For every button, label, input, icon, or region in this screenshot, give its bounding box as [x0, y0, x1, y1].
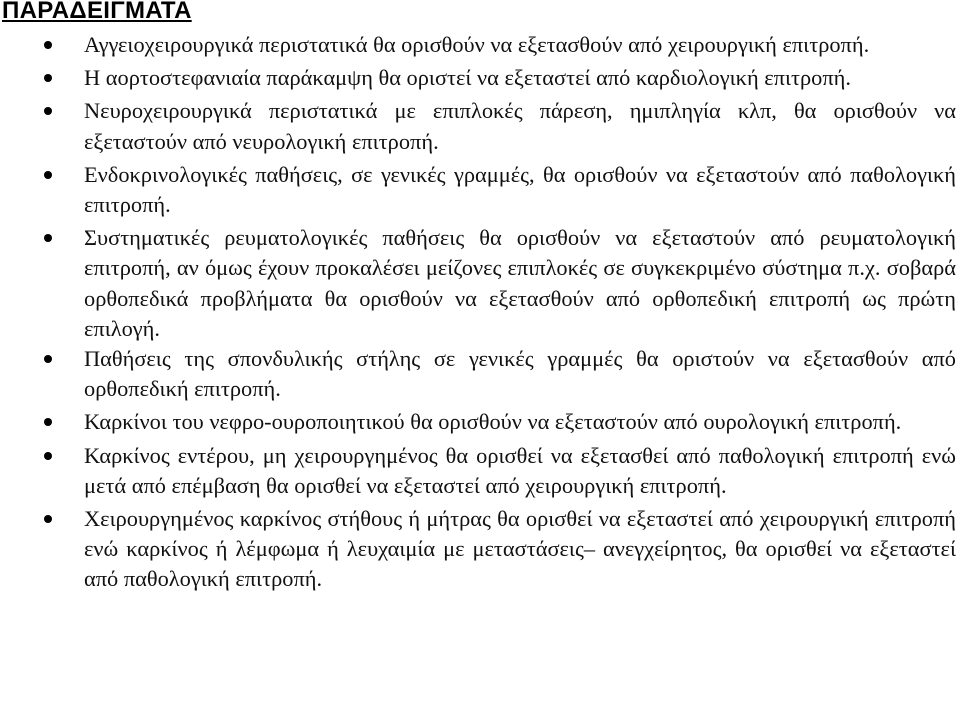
list-item-4: [0, 160, 960, 220]
list-item-text: Καρκίνοι του νεφρο-ουροποιητικού θα ορισθούν να εξεταστούν από ουρολογική επιτροπή.: [84, 409, 902, 435]
bullet-icon: [44, 452, 52, 460]
bullet-icon: [44, 515, 52, 523]
list-item-text: Παθήσεις της σπονδυλικής στήλης σε γενικές γραμμές θα οριστούν να εξετασθούν από ορθοπεδική επιτροπή.: [84, 346, 956, 402]
list-item-text: Η αορτοστεφανιαία παράκαμψη θα οριστεί να εξεταστεί από καρδιολογική επιτροπή.: [84, 65, 851, 91]
bullet-icon: [44, 74, 52, 82]
examples-list: [0, 30, 960, 598]
page-title: ΠΑΡΑΔΕΙΓΜΑΤΑ: [2, 0, 192, 24]
list-item-1: [0, 30, 960, 60]
bullet-icon: [44, 171, 52, 179]
list-item-5: [0, 223, 960, 344]
list-item-7: [0, 407, 960, 437]
list-item-8: [0, 441, 960, 501]
bullet-icon: [44, 107, 52, 115]
list-item-text: Καρκίνος εντέρου, μη χειρουργημένος θα ορισθεί να εξετασθεί από παθολογική επιτροπή ενώ μετά από επέμβαση θα ορισθεί να εξεταστεί από χειρουργική επιτροπή.: [84, 442, 956, 498]
list-item-9: [0, 504, 960, 595]
list-item-text: Νευροχειρουργικά περιστατικά με επιπλοκές πάρεση, ημιπληγία κλπ, θα ορισθούν να εξεταστούν από νευρολογική επιτροπή.: [84, 98, 956, 154]
bullet-icon: [44, 418, 52, 426]
list-item-text: Συστηματικές ρευματολογικές παθήσεις θα ορισθούν να εξεταστούν από ρευματολογική επιτροπή, αν όμως έχουν προκαλέσει μείζονες επιπλοκές σε συγκεκριμένο σύστημα π.χ. σοβαρά ορθοπεδικά προβλήματα θα ορισθούν να εξετασθούν από ορθοπεδική επιτροπή ως πρώτη επιλογή.: [84, 225, 956, 341]
list-item-3: [0, 96, 960, 156]
list-item-2: [0, 63, 960, 93]
bullet-icon: [44, 234, 52, 242]
list-item-6: [0, 344, 960, 404]
list-item-text: Αγγειοχειρουργικά περιστατικά θα ορισθούν να εξετασθούν από χειρουργική επιτροπή.: [84, 32, 870, 57]
bullet-icon: [44, 41, 52, 49]
list-item-text: Χειρουργημένος καρκίνος στήθους ή μήτρας θα ορισθεί να εξεταστεί από χειρουργική επιτροπή ενώ καρκίνος ή λέμφωμα ή λευχαιμία με μεταστάσεις– ανεγχείρητος, θα ορισθεί να εξεταστεί από παθολογική επιτροπή.: [84, 506, 956, 592]
bullet-icon: [44, 355, 52, 363]
list-item-text: Ενδοκρινολογικές παθήσεις, σε γενικές γραμμές, θα ορισθούν να εξεταστούν από παθολογική επιτροπή.: [84, 161, 956, 218]
